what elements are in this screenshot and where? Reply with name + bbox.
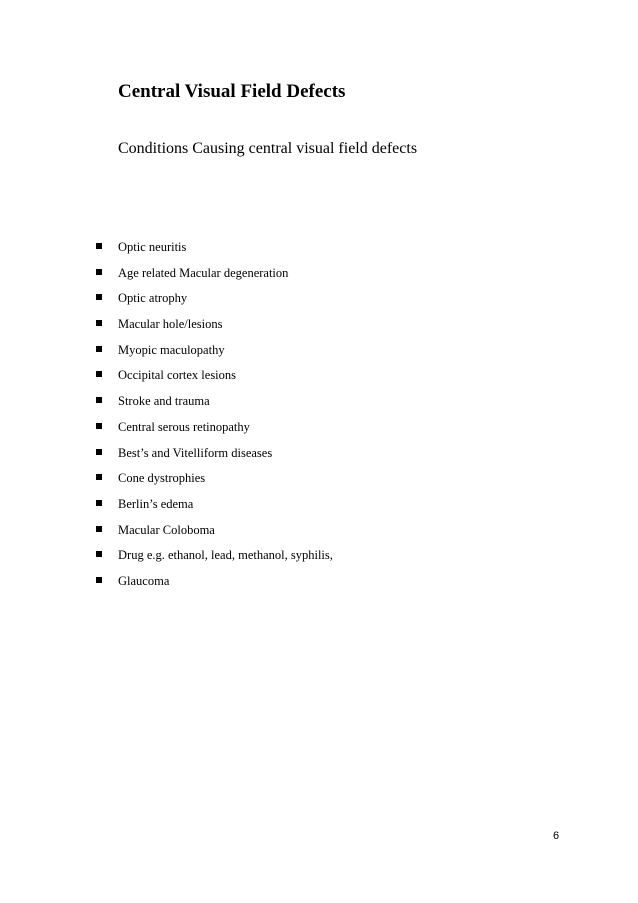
list-item-text: Macular hole/lesions xyxy=(118,317,223,332)
square-bullet-icon xyxy=(96,243,102,249)
square-bullet-icon xyxy=(96,371,102,377)
square-bullet-icon xyxy=(96,577,102,583)
square-bullet-icon xyxy=(96,423,102,429)
square-bullet-icon xyxy=(96,294,102,300)
square-bullet-icon xyxy=(96,526,102,532)
list-item-text: Myopic maculopathy xyxy=(118,342,225,357)
list-item-text: Age related Macular degeneration xyxy=(118,265,289,280)
list-item-text: Best’s and Vitelliform diseases xyxy=(118,445,273,460)
square-bullet-icon xyxy=(96,474,102,480)
section-subtitle: Conditions Causing central visual field defects xyxy=(118,140,418,157)
list-item-text: Macular Coloboma xyxy=(118,522,215,537)
list-item-text: Occipital cortex lesions xyxy=(118,368,237,383)
square-bullet-icon xyxy=(96,269,102,275)
list-item-text: Berlin’s edema xyxy=(118,496,194,511)
square-bullet-icon xyxy=(96,346,102,352)
list-item-text: Optic neuritis xyxy=(118,240,187,254)
square-bullet-icon xyxy=(96,320,102,326)
list-item-text: Central serous retinopathy xyxy=(118,419,250,434)
page-title: Central Visual Field Defects xyxy=(118,81,346,102)
list-item-text: Stroke and trauma xyxy=(118,394,210,409)
page-number: 6 xyxy=(553,830,560,842)
square-bullet-icon xyxy=(96,449,102,455)
square-bullet-icon xyxy=(96,397,102,403)
list-item-text: Glaucoma xyxy=(118,573,170,588)
list-item-text: Drug e.g. ethanol, lead, methanol, syphilis, xyxy=(118,548,333,563)
square-bullet-icon xyxy=(96,551,102,557)
list-item-text: Cone dystrophies xyxy=(118,471,206,486)
list-item-text: Optic atrophy xyxy=(118,291,188,306)
square-bullet-icon xyxy=(96,500,102,506)
